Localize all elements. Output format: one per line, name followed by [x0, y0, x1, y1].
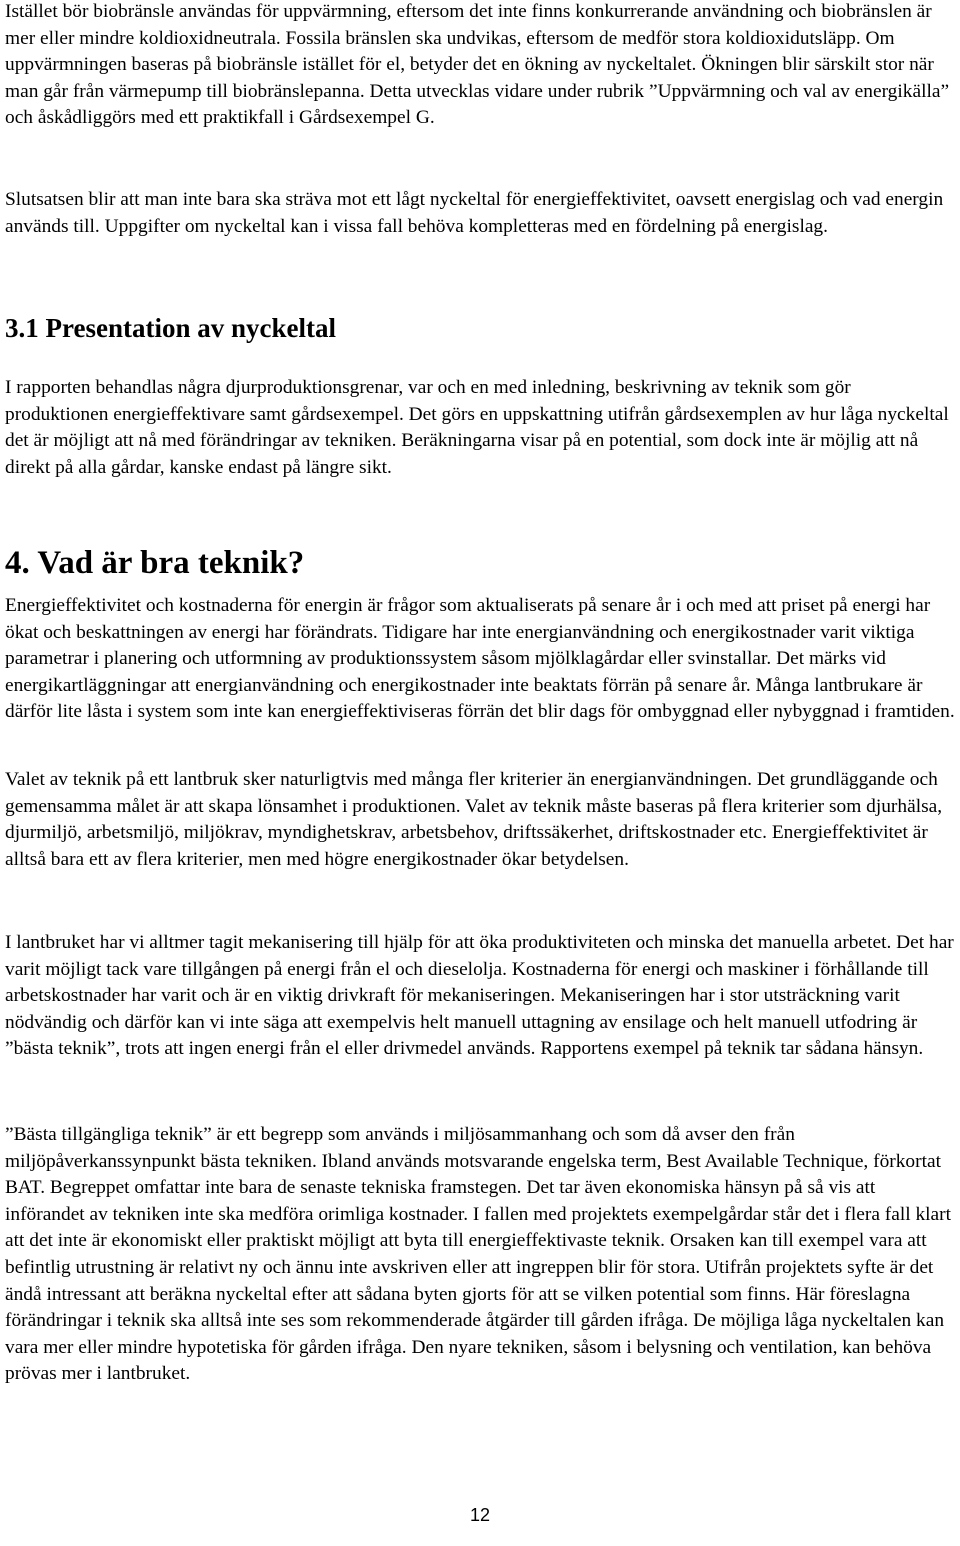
page-number: 12 [469, 1505, 491, 1525]
paragraph-lantbruket: I lantbruket har vi alltmer tagit mekanisering till hjälp för att öka produktiviteten och minska det manuella arbetet. Det har varit möjligt tack vare tillgången på energi från el och dieselolja. Kostnaderna för energi och maskiner i förhållande till arbetskostnader har varit och är en viktig drivkraft för mekaniseringen. Mekaniseringen har i stor utsträckning varit nödvändig och därför kan vi inte säga att exempelvis helt manuell uttagning av ensilage och helt manuell utfodring är ”bästa teknik”, trots att ingen energi från el eller drivmedel används. Rapportens exempel på teknik tar sådana hänsyn. [5, 932, 954, 1060]
paragraph-biobransle: Istället bör biobränsle användas för uppvärmning, eftersom det inte finns konkurrerande användning och biobränslen är mer eller mindre koldioxidneutrala. Fossila bränslen ska undvikas, eftersom de medför stora koldioxidutsläpp. Om uppvärmningen baseras på biobränsle istället för el, betyder det en ökning av nyckeltalet. Ökningen blir särskilt stor när man går från värmepump till biobränslepanna. Detta utvecklas vidare under rubrik ”Uppvärmning och val av energikälla” och åskådliggörs med ett praktikfall i Gårdsexempel G. [5, 1, 950, 129]
paragraph-slutsats: Slutsatsen blir att man inte bara ska sträva mot ett lågt nyckeltal för energieffektivitet, oavsett energislag och vad energin används till. Uppgifter om nyckeltal kan i vissa fall behöva kompletteras med en fördelning på energislag. [5, 189, 944, 237]
paragraph-valet-av-teknik: Valet av teknik på ett lantbruk sker naturligtvis med många fler kriterier än energianvändningen. Det grundläggande och gemensamma målet är att skapa lönsamhet i produktionen. Valet av teknik måste baseras på flera kriterier som djurhälsa, djurmiljö, arbetsmiljö, miljökrav, myndighetskrav, arbetsbehov, driftssäkerhet, driftskostnader etc. Energieffektivitet är alltså bara ett av flera kriterier, men med högre energikostnader ökar betydelsen. [5, 769, 943, 870]
chapter-heading-4: 4. Vad är bra teknik? [5, 545, 305, 581]
paragraph-basta-teknik: ”Bästa tillgängliga teknik” är ett begrepp som används i miljösammanhang och som då avser den från miljöpåverkanssynpunkt bästa tekniken. Ibland används motsvarande engelska term, Best Available Technique, förkortat BAT. Begreppet omfattar inte bara de senaste tekniska framstegen. Det tar även ekonomiska hänsyn på så vis att införandet av tekniken inte ska medföra orimliga kostnader. I fallen med projektets exempelgårdar står det i flera fall klart att det inte är ekonomiskt eller praktiskt möjligt att byta till energieffektivaste teknik. Orsaken kan till exempel vara att befintlig utrustning är relativt ny och ännu inte avskriven eller att ingreppen blir för stora. Utifrån projektets syfte är det ändå intressant att beräkna nyckeltal efter att sådana byten gjorts för att se vilken potential som finns. Här föreslagna förändringar i teknik ska alltså inte ses som rekommenderade åtgärder till gården ifråga. De möjliga låga nyckeltalen kan vara mer eller mindre hypotetiska för gården ifråga. Den nyare tekniken, såsom i belysning och ventilation, kan behöva prövas mer i lantbruket. [5, 1124, 952, 1385]
paragraph-presentation: I rapporten behandlas några djurproduktionsgrenar, var och en med inledning, beskrivning av teknik som gör produktionen energieffektivare samt gårdsexempel. Det görs en uppskattning utifrån gårdsexemplen av hur låga nyckeltal det är möjligt att nå med förändringar av tekniken. Beräkningarna visar på en potential, som dock inte är möjlig att nå direkt på alla gårdar, kanske endast på längre sikt. [5, 377, 949, 478]
paragraph-energieffektivitet: Energieffektivitet och kostnaderna för energin är frågor som aktualiserats på senare år i och med att priset på energi har ökat och beskattningen av energi har förändrats. Tidigare har inte energianvändning och energikostnader varit viktiga parametrar i planering och utformning av produktionssystem såsom mjölklagårdar eller svinstallar. Det märks vid energikartläggningar att energianvändning och energikostnader inte beaktats förrän på senare år. Många lantbrukare är därför lite låsta i system som inte kan energieffektiviseras förrän det blir dags för ombyggnad eller nybyggnad i framtiden. [5, 595, 955, 723]
section-heading-3-1: 3.1 Presentation av nyckeltal [5, 313, 336, 343]
